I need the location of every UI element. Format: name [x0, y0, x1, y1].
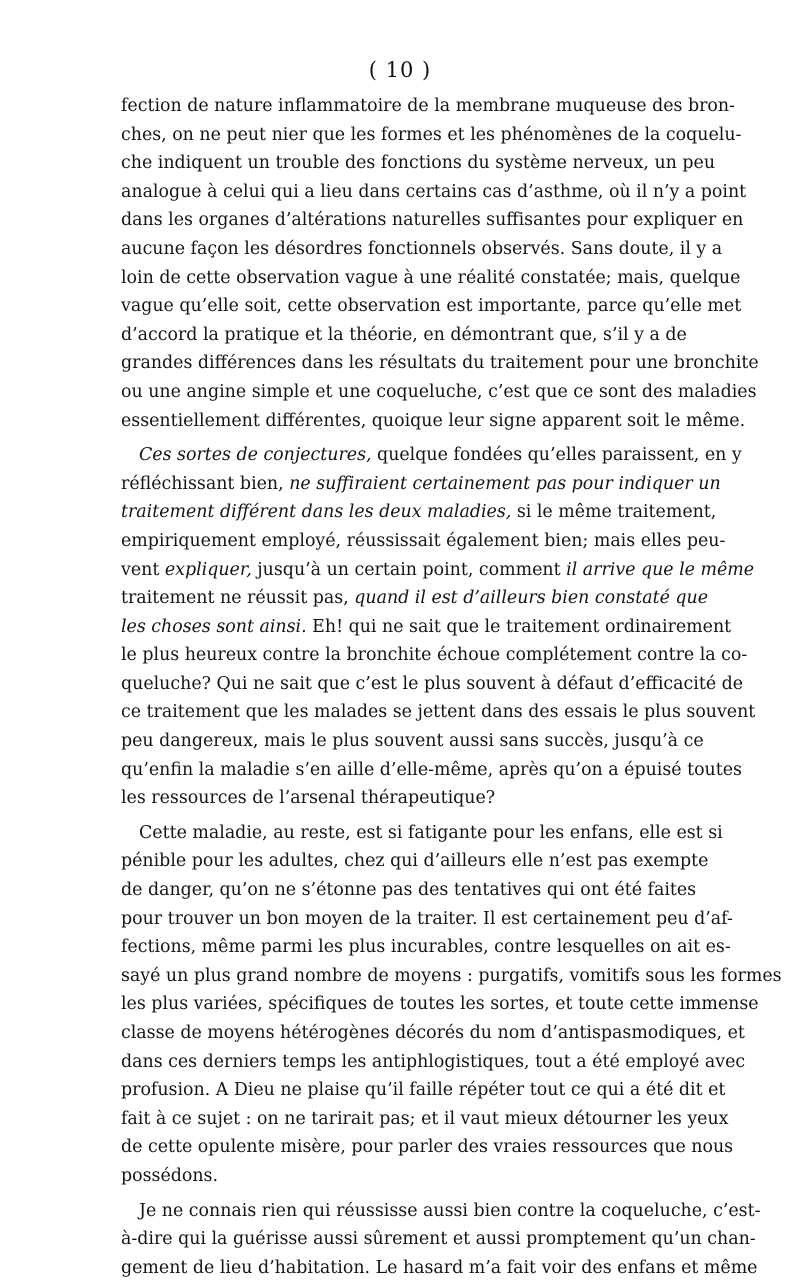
- text-run: aucune façon les désordres fonctionnels observés. Sans doute, il y a: [121, 238, 723, 259]
- text-run: si le même traitement,: [511, 502, 717, 523]
- text-run: classe de moyens hétérogènes décorés du nom d’antispasmodiques, et: [121, 1023, 745, 1043]
- text-line: [121, 756, 742, 785]
- text-run: qu’enfin la maladie s’en aille d’elle-même, après qu’on a épuisé toutes: [121, 759, 742, 780]
- italic-phrase: traitement différent dans les deux maladies,: [121, 502, 512, 523]
- italic-phrase: expliquer,: [164, 559, 252, 580]
- text-line: [121, 498, 717, 527]
- text-line: [121, 556, 755, 585]
- body-text: [121, 92, 782, 1282]
- text-line: [121, 962, 782, 991]
- text-line: [121, 641, 748, 670]
- text-line: [121, 321, 687, 350]
- text-run: fections, même parmi les plus incurables, contre lesquelles on ait es-: [121, 937, 731, 958]
- text-line: [121, 1019, 745, 1048]
- text-run: le plus heureux contre la bronchite échoue complétement contre la co-: [121, 645, 748, 666]
- text-line: [121, 121, 742, 150]
- text-line: [121, 1133, 734, 1162]
- text-run: les ressources de l’arsenal thérapeutique?: [121, 788, 496, 809]
- text-run: profusion. A Dieu ne plaise qu’il faille répéter tout ce qui a été dit et: [121, 1080, 726, 1101]
- text-run: fection de nature inflammatoire de la membrane muqueuse des bron-: [121, 96, 735, 116]
- text-line: [121, 178, 747, 207]
- text-line: [121, 92, 735, 121]
- text-line: [121, 470, 721, 499]
- text-run: les plus variées, spécifiques de toutes les sortes, et toute cette immense: [121, 994, 759, 1015]
- text-run: ches, on ne peut nier que les formes et les phénomènes de la coquelu-: [121, 124, 742, 145]
- text-run: sayé un plus grand nombre de moyens : purgatifs, vomitifs sous les formes: [121, 965, 782, 986]
- text-line: [121, 613, 732, 642]
- text-run: pour trouver un bon moyen de la traiter. Il est certainement peu d’af-: [121, 908, 733, 929]
- text-line: [121, 784, 680, 813]
- text-line: [121, 1105, 729, 1134]
- text-line: [121, 292, 742, 321]
- text-line: [121, 1254, 758, 1282]
- text-run: loin de cette observation vague à une réalité constatée; mais, quelque: [121, 267, 741, 288]
- text-line: [121, 1076, 726, 1105]
- italic-phrase: Ces sortes de conjectures,: [139, 445, 372, 466]
- text-line: [121, 819, 723, 848]
- text-run: che indiquent un trouble des fonctions du système nerveux, un peu: [121, 153, 716, 174]
- italic-phrase: quand il est d’ailleurs bien constaté que: [354, 588, 709, 609]
- text-run: à-dire qui la guérisse aussi sûrement et aussi promptement qu’un chan-: [121, 1229, 756, 1250]
- text-line: [121, 698, 756, 727]
- text-line: [121, 235, 723, 264]
- text-run: empiriquement employé, réussissait également bien; mais elles peu-: [121, 530, 726, 551]
- text-line: [121, 407, 746, 436]
- text-run: Eh! qui ne sait que le traitement ordinairement: [306, 616, 732, 637]
- text-run: ou une angine simple et une coqueluche, c’est que ce sont des maladies: [121, 381, 757, 402]
- text-line: [121, 1197, 761, 1226]
- text-line: [121, 847, 709, 876]
- text-run: dans les organes d’altérations naturelles suffisantes pour expliquer en: [121, 210, 744, 231]
- text-line: [121, 876, 697, 905]
- text-run: quelque fondées qu’elles paraissent, en y: [371, 445, 742, 466]
- text-run: gement de lieu d’habitation. Le hasard m’a fait voir des enfans et même: [121, 1257, 758, 1278]
- text-run: pénible pour les adultes, chez qui d’ailleurs elle n’est pas exempte: [121, 851, 709, 872]
- italic-phrase: il arrive que le même: [566, 559, 755, 580]
- text-run: de cette opulente misère, pour parler des vraies ressources que nous: [121, 1137, 734, 1158]
- text-run: Cette maladie, au reste, est si fatigante pour les enfans, elle est si: [139, 822, 723, 843]
- text-run: traitement ne réussit pas,: [121, 588, 355, 609]
- text-line: [121, 905, 733, 934]
- text-run: queluche? Qui ne sait que c’est le plus souvent à défaut d’efficacité de: [121, 673, 744, 694]
- text-line: [121, 349, 759, 378]
- text-run: jusqu’à un certain point, comment: [251, 559, 567, 580]
- text-run: d’accord la pratique et la théorie, en démontrant que, s’il y a de: [121, 324, 687, 345]
- text-line: [121, 727, 704, 756]
- text-line: [121, 1162, 680, 1191]
- text-line: [121, 378, 757, 407]
- text-run: possédons.: [121, 1165, 218, 1186]
- text-line: [121, 990, 759, 1019]
- text-run: Je ne connais rien qui réussisse aussi bien contre la coqueluche, c’est-: [139, 1200, 761, 1221]
- text-line: [121, 1048, 746, 1077]
- page-number: ( 10 ): [368, 58, 432, 82]
- text-run: de danger, qu’on ne s’étonne pas des tentatives qui ont été faites: [121, 880, 697, 901]
- text-run: grandes différences dans les résultats du traitement pour une bronchite: [121, 353, 759, 374]
- text-run: vent: [121, 559, 165, 580]
- text-run: peu dangereux, mais le plus souvent aussi sans succès, jusqu’à ce: [121, 731, 704, 752]
- text-run: réfléchissant bien,: [121, 473, 290, 494]
- text-run: ce traitement que les malades se jettent dans des essais le plus souvent: [121, 702, 756, 723]
- text-run: essentiellement différentes, quoique leur signe apparent soit le même.: [121, 410, 746, 431]
- text-run: fait à ce sujet : on ne tarirait pas; et il vaut mieux détourner les yeux: [121, 1108, 729, 1129]
- text-line: [121, 1225, 756, 1254]
- text-line: [121, 584, 709, 613]
- text-line: [121, 149, 716, 178]
- text-line: [121, 933, 731, 962]
- italic-phrase: ne suffiraient certainement pas pour indiquer un: [289, 473, 721, 494]
- text-run: dans ces derniers temps les antiphlogistiques, tout a été employé avec: [121, 1051, 746, 1072]
- text-line: [121, 527, 726, 556]
- text-line: [121, 264, 741, 293]
- text-line: [121, 206, 744, 235]
- text-line: [121, 441, 742, 470]
- italic-phrase: les choses sont ainsi.: [121, 616, 307, 637]
- text-run: vague qu’elle soit, cette observation est importante, parce qu’elle met: [121, 296, 742, 317]
- text-run: analogue à celui qui a lieu dans certains cas d’asthme, où il n’y a point: [121, 181, 747, 202]
- text-line: [121, 670, 744, 699]
